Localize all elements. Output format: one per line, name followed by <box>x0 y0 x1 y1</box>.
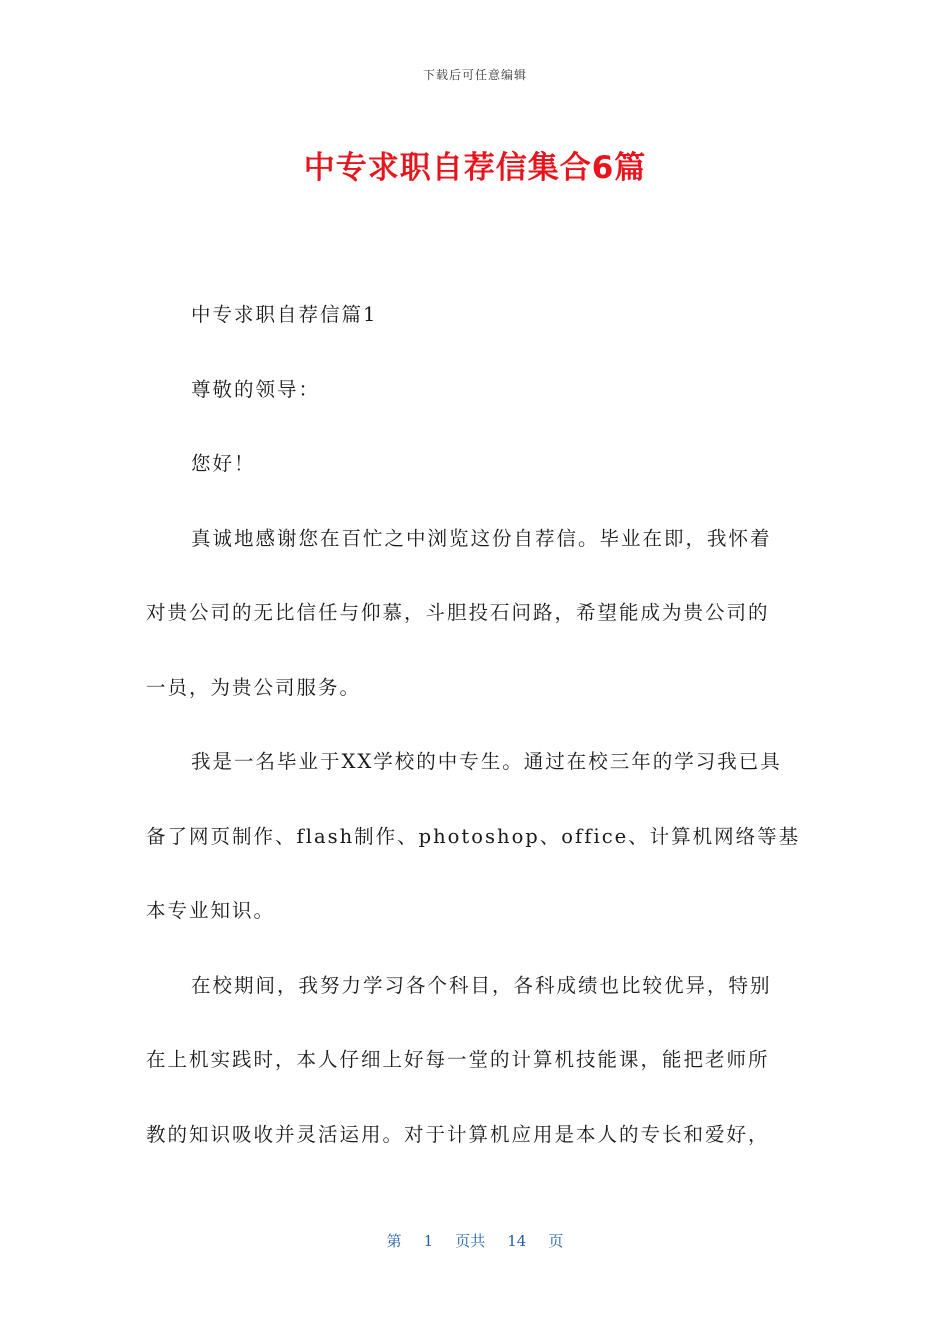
paragraph-line: 对贵公司的无比信任与仰慕，斗胆投石问路，希望能成为贵公司的 <box>146 601 770 624</box>
paragraph-line: 我是一名毕业于XX学校的中专生。通过在校三年的学习我已具 <box>191 750 782 773</box>
paragraph-education <box>146 725 806 949</box>
paragraph-line: 教的知识吸收并灵活运用。对于计算机应用是本人的专长和爱好， <box>146 1122 770 1146</box>
paragraph-line: 在上机实践时，本人仔细上好每一堂的计算机技能课，能把老师所 <box>146 1048 770 1071</box>
document-title: 中专求职自荐信集合6篇 <box>303 150 647 186</box>
page-label-mid: 页共 <box>455 1232 486 1250</box>
page-label-suffix: 页 <box>548 1232 564 1250</box>
paragraph-line: 中专求职自荐信篇1 <box>191 303 378 326</box>
paragraph-school-period <box>146 949 806 1173</box>
paragraph-line: 一员，为贵公司服务。 <box>146 675 362 699</box>
document-body <box>146 278 806 1172</box>
paragraph-intro <box>146 502 806 726</box>
page-footer <box>0 1230 950 1251</box>
paragraph-greeting <box>146 427 806 502</box>
header-note: 下载后可任意编辑 <box>422 68 527 82</box>
paragraph-line: 本专业知识。 <box>146 899 276 922</box>
paragraph-line: 尊敬的领导： <box>191 377 321 401</box>
paragraph-line: 真诚地感谢您在百忙之中浏览这份自荐信。毕业在即，我怀着 <box>191 526 772 550</box>
paragraph-salutation <box>146 353 806 428</box>
page-number-current: 1 <box>423 1232 434 1250</box>
paragraph-line: 您好！ <box>191 452 256 475</box>
paragraph-line: 在校期间，我努力学习各个科目，各科成绩也比较优异，特别 <box>191 973 772 997</box>
page-number-total: 14 <box>507 1232 527 1250</box>
paragraph-line: 备了网页制作、flash制作、photoshop、office、计算机网络等基 <box>146 824 801 848</box>
page-label-prefix: 第 <box>386 1232 402 1250</box>
paragraph-heading <box>146 278 806 353</box>
